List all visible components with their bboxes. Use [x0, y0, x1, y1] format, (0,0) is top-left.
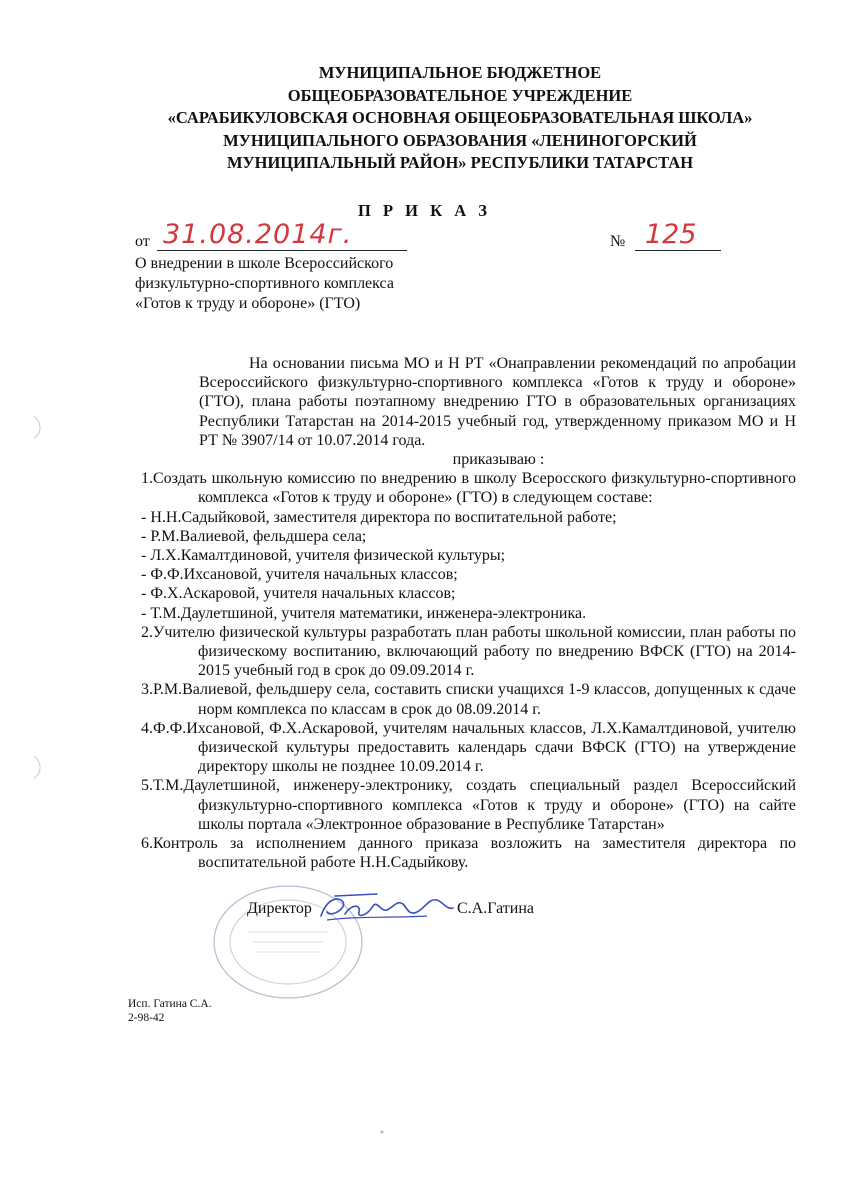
commission-member: - Н.Н.Садыйковой, заместителя директора по воспитательной работе;: [141, 508, 617, 526]
order-item-1: 1.Создать школьную комиссию по внедрению в школу Всеросского физкультурно-спортивного комплекса «Готов к труду и обороне» (ГТО) в следующем составе:: [141, 470, 796, 507]
signature-block: [247, 896, 587, 926]
intro-paragraph: На основании письма МО и Н РТ «Онаправлении рекомендаций по апробации Всероссийского физкультурно-спортивного комплекса «Готов к труду и обороне» (ГТО), плана работы поэтапному внедрению ГТО в образовательных организациях Республики Татарстан на 2014-2015 учебный год, утвержденному приказом МО и Н РТ № 3907/14 от 10.07.2014 года.: [199, 355, 796, 449]
order-item-6: 6.Контроль за исполнением данного приказа возложить на заместителя директора по воспитательной работе Н.Н.Садыйкову.: [141, 835, 796, 872]
executor-name: Исп. Гатина С.А.: [128, 998, 212, 1010]
executor-phone: 2-98-42: [128, 1012, 165, 1024]
number-label: №: [610, 233, 626, 250]
subject-line-1: О внедрении в школе Всероссийского: [135, 255, 394, 272]
page-speck: [378, 1128, 386, 1136]
document-title: П Р И К А З: [358, 201, 491, 220]
handwritten-signature: [317, 890, 457, 926]
order-body: [141, 338, 796, 872]
header-line-3: «САРАБИКУЛОВСКАЯ ОСНОВНАЯ ОБЩЕОБРАЗОВАТЕЛЬНАЯ ШКОЛА»: [167, 108, 753, 127]
handwritten-number: 125: [645, 219, 697, 250]
header-line-5: МУНИЦИПАЛЬНЫЙ РАЙОН» РЕСПУБЛИКИ ТАТАРСТАН: [226, 153, 694, 172]
commission-member: - Ф.Х.Аскаровой, учителя начальных классов;: [141, 585, 456, 603]
order-item-5: 5.Т.М.Даулетшиной, инженеру-электронику, создать специальный раздел Всероссийский физкультурно-спортивного комплекса «Готов к труду и обороне» (ГТО) на сайте школы портала «Электронное образование в Республике Татарстан»: [141, 777, 796, 833]
number-underline: [635, 250, 721, 251]
page-margin-mark: [30, 412, 52, 442]
header-line-1: МУНИЦИПАЛЬНОЕ БЮДЖЕТНОЕ: [318, 63, 602, 82]
date-underline: [157, 250, 407, 251]
commission-member: - Л.Х.Камалтдиновой, учителя физической культуры;: [141, 547, 506, 565]
executor-footer: [128, 997, 212, 1025]
date-number-row: [135, 219, 725, 251]
header-line-2: ОБЩЕОБРАЗОВАТЕЛЬНОЕ УЧРЕЖДЕНИЕ: [287, 85, 633, 105]
institution-header: [110, 62, 810, 175]
commission-member: - Р.М.Валиевой, фельдшера села;: [141, 527, 367, 545]
signer-name: С.А.Гатина: [457, 900, 534, 917]
order-verb: приказываю :: [452, 451, 545, 469]
commission-member: - Т.М.Даулетшиной, учителя математики, инженера-электроника.: [141, 604, 587, 622]
date-label: от: [135, 233, 150, 250]
subject-line-3: «Готов к труду и обороне» (ГТО): [135, 295, 361, 312]
order-item-3: 3.Р.М.Валиевой, фельдшеру села, составить списки учащихся 1-9 классов, допущенных к сдаче норм комплекса по классам в срок до 08.09.2014 г.: [141, 681, 796, 718]
order-subject: [135, 254, 435, 314]
page-margin-mark: [30, 752, 52, 782]
order-item-4: 4.Ф.Ф.Ихсановой, Ф.Х.Аскаровой, учителям начальных классов, Л.Х.Камалтдиновой, учителю физической культуры предоставить календарь сдачи ВФСК (ГТО) на утверждение директору школы не позднее 10.09.2014 г.: [141, 719, 796, 776]
order-item-2: 2.Учителю физической культуры разработать план работы школьной комиссии, план работы по физическому воспитанию, включающий работу по внедрению ВФСК (ГТО) на 2014-2015 учебный год в срок до 09.09.2014 г.: [141, 623, 796, 680]
signer-title: Директор: [247, 900, 312, 917]
handwritten-date: 31.08.2014г.: [163, 219, 353, 250]
subject-line-2: физкультурно-спортивного комплекса: [135, 275, 394, 292]
header-line-4: МУНИЦИПАЛЬНОГО ОБРАЗОВАНИЯ «ЛЕНИНОГОРСКИЙ: [223, 130, 697, 150]
commission-member: - Ф.Ф.Ихсановой, учителя начальных классов;: [141, 566, 458, 584]
